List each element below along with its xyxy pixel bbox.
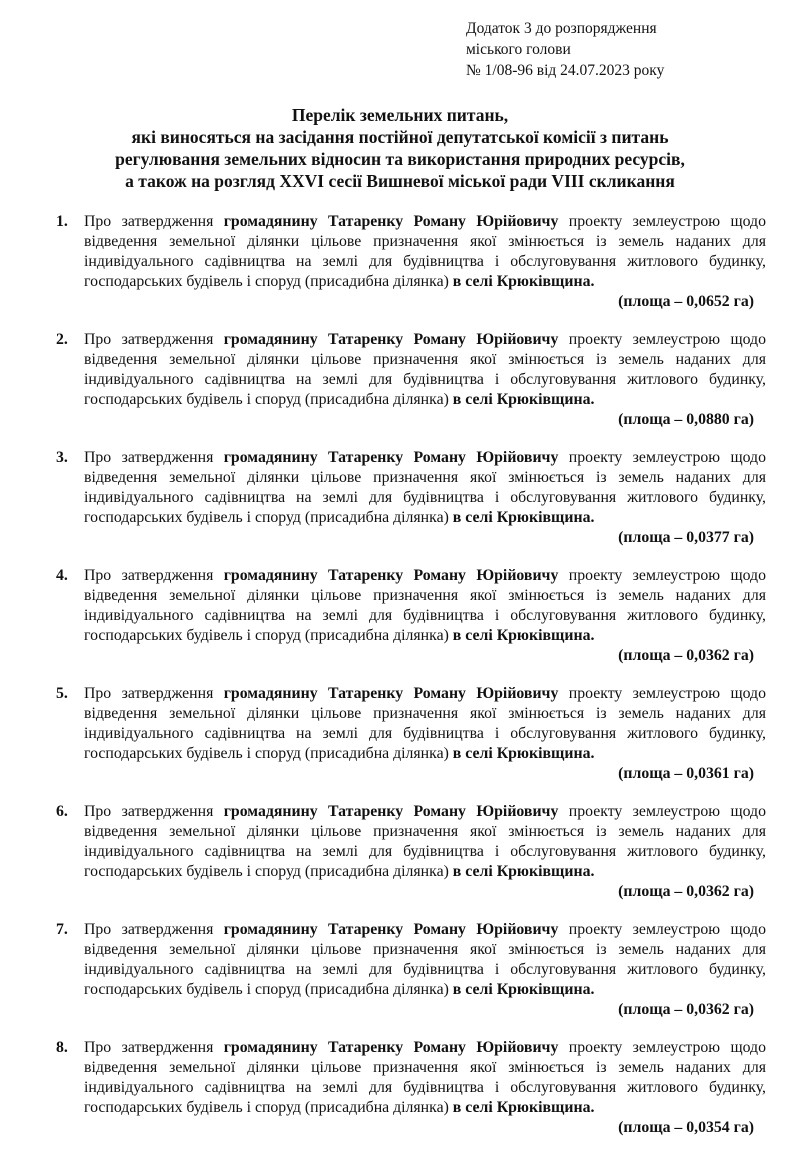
item-person: громадянину Татаренку Роману Юрійовичу (223, 331, 559, 348)
item-area: (площа – 0,0377 га) (618, 529, 754, 546)
item-lead: Про затвердження (84, 449, 224, 466)
item-person: громадянину Татаренку Роману Юрійовичу (223, 1039, 559, 1056)
item-lead: Про затвердження (84, 921, 224, 938)
item-place: в селі Крюківщина. (452, 981, 595, 998)
item-place: в селі Крюківщина. (452, 391, 595, 408)
item-area: (площа – 0,0362 га) (618, 883, 754, 900)
item-lead: Про затвердження (84, 1039, 224, 1056)
item-lead: Про затвердження (84, 213, 224, 230)
item-person: громадянину Татаренку Роману Юрійовичу (223, 567, 559, 584)
document-header (466, 18, 664, 81)
title-line-1: Перелік земельних питань, (291, 105, 509, 125)
item-lead: Про затвердження (84, 803, 224, 820)
item-person: громадянину Татаренку Роману Юрійовичу (223, 685, 559, 702)
item-lead: Про затвердження (84, 567, 224, 584)
item-text (84, 920, 766, 1000)
item-number: 1. (56, 213, 68, 230)
item-area: (площа – 0,0362 га) (618, 1001, 754, 1018)
item-number: 3. (56, 449, 68, 466)
item-area: (площа – 0,0880 га) (618, 411, 754, 428)
item-place: в селі Крюківщина. (452, 745, 595, 762)
item-lead: Про затвердження (84, 685, 224, 702)
item-description: проекту землеустрою щодо відведення земельної ділянки цільове призначення якої змінюється із земель наданих для індивідуального садівництва на землі для будівництва і обслуговування житлового будинку, господарських будівель і споруд (присадибна ділянка) (84, 567, 766, 644)
item-person: громадянину Татаренку Роману Юрійовичу (223, 449, 559, 466)
item-text (84, 448, 766, 528)
item-text (84, 566, 766, 646)
item-place: в селі Крюківщина. (452, 627, 595, 644)
item-number: 2. (56, 331, 68, 348)
item-description: проекту землеустрою щодо відведення земельної ділянки цільове призначення якої змінюється із земель наданих для індивідуального садівництва на землі для будівництва і обслуговування житлового будинку, господарських будівель і споруд (присадибна ділянка) (84, 213, 766, 290)
item-description: проекту землеустрою щодо відведення земельної ділянки цільове призначення якої змінюється із земель наданих для індивідуального садівництва на землі для будівництва і обслуговування житлового будинку, господарських будівель і споруд (присадибна ділянка) (84, 449, 766, 526)
item-text (84, 802, 766, 882)
item-number: 4. (56, 567, 68, 584)
item-description: проекту землеустрою щодо відведення земельної ділянки цільове призначення якої змінюється із земель наданих для індивідуального садівництва на землі для будівництва і обслуговування житлового будинку, господарських будівель і споруд (присадибна ділянка) (84, 1039, 766, 1116)
item-text (84, 212, 766, 292)
item-text (84, 684, 766, 764)
item-area: (площа – 0,0361 га) (618, 765, 754, 782)
item-description: проекту землеустрою щодо відведення земельної ділянки цільове призначення якої змінюється із земель наданих для індивідуального садівництва на землі для будівництва і обслуговування житлового будинку, господарських будівель і споруд (присадибна ділянка) (84, 331, 766, 408)
header-line-1: Додаток 3 до розпорядження (466, 20, 657, 37)
item-person: громадянину Татаренку Роману Юрійовичу (223, 803, 559, 820)
item-place: в селі Крюківщина. (452, 509, 595, 526)
item-area: (площа – 0,0652 га) (618, 293, 754, 310)
item-description: проекту землеустрою щодо відведення земельної ділянки цільове призначення якої змінюється із земель наданих для індивідуального садівництва на землі для будівництва і обслуговування житлового будинку, господарських будівель і споруд (присадибна ділянка) (84, 803, 766, 880)
item-description: проекту землеустрою щодо відведення земельної ділянки цільове призначення якої змінюється із земель наданих для індивідуального садівництва на землі для будівництва і обслуговування житлового будинку, господарських будівель і споруд (присадибна ділянка) (84, 921, 766, 998)
item-place: в селі Крюківщина. (452, 1099, 595, 1116)
item-person: громадянину Татаренку Роману Юрійовичу (223, 213, 559, 230)
item-number: 6. (56, 803, 68, 820)
header-line-2: міського голови (466, 41, 571, 58)
item-place: в селі Крюківщина. (452, 863, 595, 880)
item-lead: Про затвердження (84, 331, 224, 348)
item-area: (площа – 0,0354 га) (618, 1119, 754, 1136)
item-description: проекту землеустрою щодо відведення земельної ділянки цільове призначення якої змінюється із земель наданих для індивідуального садівництва на землі для будівництва і обслуговування житлового будинку, господарських будівель і споруд (присадибна ділянка) (84, 685, 766, 762)
item-number: 8. (56, 1039, 68, 1056)
item-number: 7. (56, 921, 68, 938)
item-number: 5. (56, 685, 68, 702)
header-line-3: № 1/08-96 від 24.07.2023 року (466, 62, 665, 79)
item-area: (площа – 0,0362 га) (618, 647, 754, 664)
title-line-3: регулювання земельних відносин та використання природних ресурсів, (115, 149, 685, 169)
item-text (84, 330, 766, 410)
title-line-4: а також на розгляд XXVI сесії Вишневої міської ради VIII скликання (125, 171, 675, 191)
item-person: громадянину Татаренку Роману Юрійовичу (223, 921, 559, 938)
title-line-2: які виносяться на засідання постійної депутатської комісії з питань (131, 127, 669, 147)
item-place: в селі Крюківщина. (452, 273, 595, 290)
item-text (84, 1038, 766, 1118)
document-title (40, 104, 760, 192)
